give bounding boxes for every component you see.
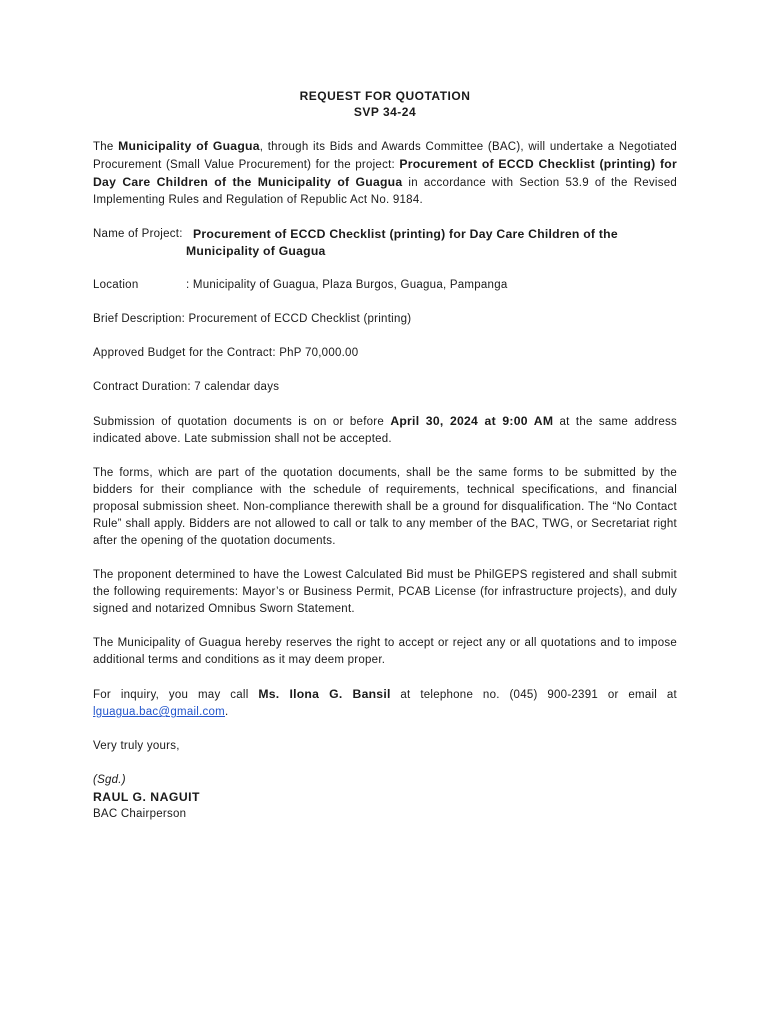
project-name-value-line2: Municipality of Guagua [186,244,326,258]
brief-description: Brief Description: Procurement of ECCD Checklist (printing) [93,313,412,325]
intro-text-1: The [93,141,119,153]
municipality-name: Municipality of Guagua [118,139,260,153]
intro-text-3: in accordance with Section 53.9 of the Revised Implementing Rules and Regulation of Republic Act No. 9184. [93,177,678,206]
intro-text-2: , through its Bids and Awards Committee (BAC), will undertake a Negotiated Procurement (Small Value Procurement) for the project: [93,141,677,171]
signatory-name: RAUL G. NAGUIT [93,790,200,804]
contact-person: Ms. Ilona G. Bansil [258,687,391,701]
approved-budget: Approved Budget for the Contract: PhP 70,000.00 [93,347,359,359]
project-name-label: Name of Project: [93,228,183,240]
submission-deadline: April 30, 2024 at 9:00 AM [390,414,554,428]
reference-number: SVP 34-24 [353,105,417,119]
inquiry-paragraph [93,686,677,721]
project-name-block [93,226,677,260]
document-title: REQUEST FOR QUOTATION [299,89,471,103]
contract-duration: Contract Duration: 7 calendar days [93,381,280,393]
email-link[interactable]: lguagua.bac@gmail.com [93,706,225,718]
intro-paragraph [93,138,677,209]
inquiry-text-1: For inquiry, you may call [93,689,259,701]
location-value: : Municipality of Guagua, Plaza Burgos, Guagua, Pampanga [186,279,508,291]
signatory-position: BAC Chairperson [93,808,187,820]
project-name-value-line1: Procurement of ECCD Checklist (printing) for Day Care Children of the [193,227,618,241]
reserve-rights-paragraph: The Municipality of Guagua hereby reserves the right to accept or reject any or all quotations and to impose additional terms and conditions as it may deem proper. [93,637,677,666]
inquiry-text-3: . [225,706,229,718]
submission-paragraph [93,413,677,448]
requirements-paragraph: The proponent determined to have the Lowest Calculated Bid must be PhilGEPS registered and shall submit the following requirements: Mayor’s or Business Permit, PCAB License (for infrastructure projects), and duly signed and notarized Omnibus Sworn Statement. [93,569,677,615]
signature-block [93,772,677,823]
inquiry-text-2: at telephone no. (045) 900-2391 or email at [390,689,678,701]
submission-text-1: Submission of quotation documents is on or before [93,416,391,428]
submission-text-2: at the same address indicated above. Late submission shall not be accepted. [93,416,677,445]
location-row [93,277,677,294]
signed-mark: (Sgd.) [93,774,126,786]
project-title-inline: Procurement of ECCD Checklist (printing) for Day Care Children of the Municipality of Guagua [93,157,677,189]
location-label: Location [93,279,139,291]
forms-paragraph: The forms, which are part of the quotation documents, shall be the same forms to be submitted by the bidders for their compliance with the schedule of requirements, technical specifications, and financial proposal submission sheet. Non-compliance therewith shall be a ground for disqualification. The “No Contact Rule” shall apply. Bidders are not allowed to call or talk to any member of the BAC, TWG, or Secretariat right after the opening of the quotation documents. [93,467,677,547]
closing-line: Very truly yours, [93,740,180,752]
